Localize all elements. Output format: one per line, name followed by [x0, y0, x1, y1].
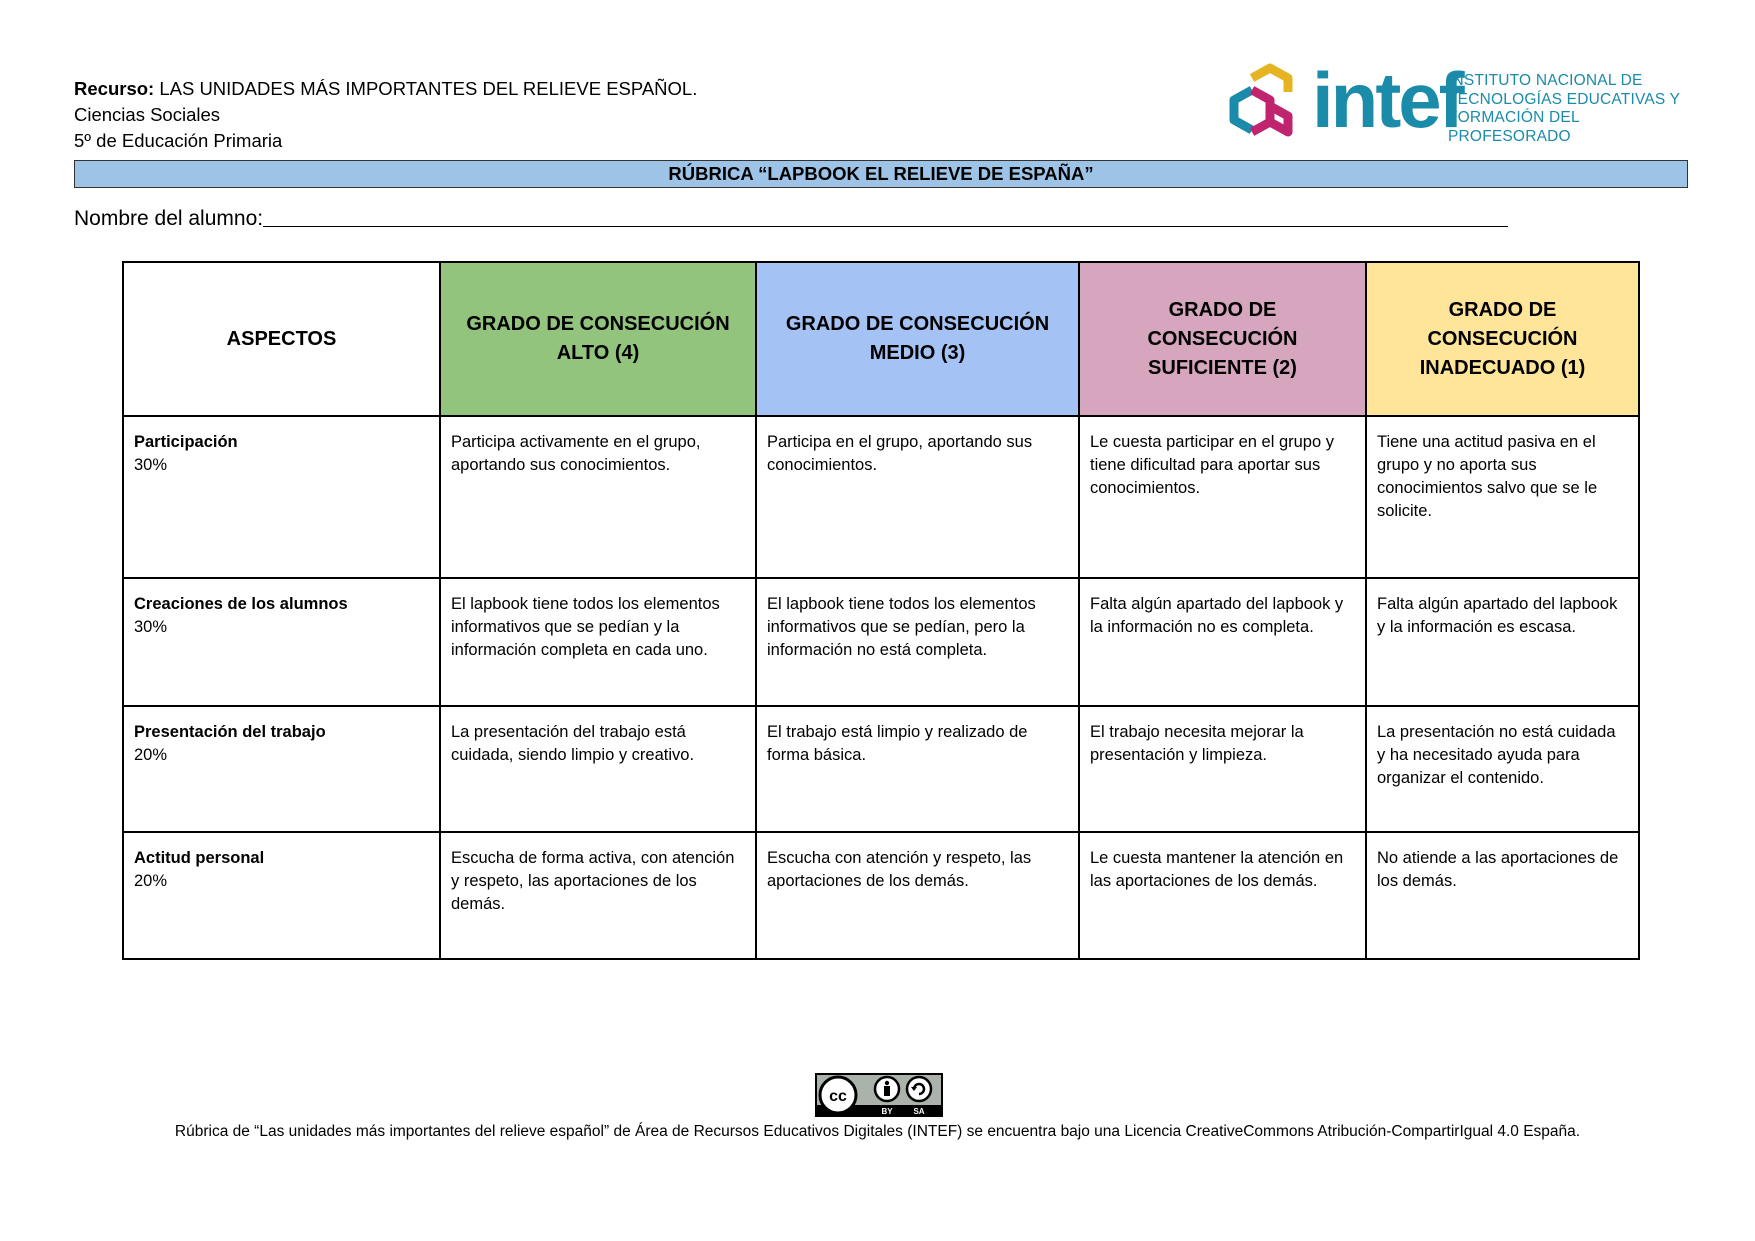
criterion-cell: Actitud personal 20%	[123, 832, 440, 959]
header-inadecuado: GRADO DE CONSECUCIÓN INADECUADO (1)	[1366, 262, 1639, 416]
descriptor-cell: No atiende a las aportaciones de los demás.	[1366, 832, 1639, 959]
descriptor-cell: Falta algún apartado del lapbook y la información es escasa.	[1366, 578, 1639, 706]
descriptor-cell: El trabajo está limpio y realizado de forma básica.	[756, 706, 1079, 832]
descriptor-cell: Escucha con atención y respeto, las aportaciones de los demás.	[756, 832, 1079, 959]
descriptor-cell: Escucha de forma activa, con atención y respeto, las aportaciones de los demás.	[440, 832, 756, 959]
svg-text:BY: BY	[881, 1107, 893, 1116]
table-row	[123, 416, 1639, 578]
criterion-cell: Creaciones de los alumnos 30%	[123, 578, 440, 706]
header-medio: GRADO DE CONSECUCIÓN MEDIO (3)	[756, 262, 1079, 416]
resource-line	[74, 76, 697, 102]
criterion-cell: Participación 30%	[123, 416, 440, 578]
creative-commons-badge	[815, 1073, 943, 1117]
student-name-field	[74, 204, 1508, 233]
license-footer: Rúbrica de “Las unidades más importantes del relieve español” de Área de Recursos Educativos Digitales (INTEF) se encuentra bajo una Licencia CreativeCommons Atribución-CompartirIgual 4.0 España.	[174, 1123, 1581, 1140]
svg-text:cc: cc	[829, 1088, 847, 1105]
intef-name-line-3: FORMACIÓN DEL PROFESORADO	[1448, 109, 1580, 145]
descriptor-cell: Le cuesta mantener la atención en las aportaciones de los demás.	[1079, 832, 1366, 959]
rubric-header-row	[123, 262, 1639, 416]
resource-label: Recurso:	[74, 78, 155, 99]
resource-header	[74, 76, 697, 154]
intef-name-line-1: INSTITUTO NACIONAL DE	[1448, 72, 1643, 89]
criterion-cell: Presentación del trabajo 20%	[123, 706, 440, 832]
resource-title: LAS UNIDADES MÁS IMPORTANTES DEL RELIEVE ESPAÑOL.	[159, 78, 698, 99]
student-name-blank	[263, 204, 1508, 227]
header-alto: GRADO DE CONSECUCIÓN ALTO (4)	[440, 262, 756, 416]
table-row	[123, 706, 1639, 832]
descriptor-cell: El trabajo necesita mejorar la presentación y limpieza.	[1079, 706, 1366, 832]
table-row	[123, 578, 1639, 706]
descriptor-cell: Participa en el grupo, aportando sus conocimientos.	[756, 416, 1079, 578]
rubric-title: RÚBRICA “LAPBOOK EL RELIEVE DE ESPAÑA”	[74, 160, 1688, 188]
intef-full-name	[1448, 72, 1692, 146]
student-name-label: Nombre del alumno:	[74, 207, 264, 230]
table-row	[123, 832, 1639, 959]
descriptor-cell: La presentación del trabajo está cuidada, siendo limpio y creativo.	[440, 706, 756, 832]
descriptor-cell: Falta algún apartado del lapbook y la información no es completa.	[1079, 578, 1366, 706]
intef-logo	[1222, 56, 1692, 146]
descriptor-cell: El lapbook tiene todos los elementos informativos que se pedían y la información completa en cada uno.	[440, 578, 756, 706]
descriptor-cell: Tiene una actitud pasiva en el grupo y no aporta sus conocimientos salvo que se le solicite.	[1366, 416, 1639, 578]
descriptor-cell: Le cuesta participar en el grupo y tiene dificultad para aportar sus conocimientos.	[1079, 416, 1366, 578]
intef-emblem-icon	[1222, 60, 1314, 146]
descriptor-cell: El lapbook tiene todos los elementos informativos que se pedían, pero la información no está completa.	[756, 578, 1079, 706]
header-suficiente: GRADO DE CONSECUCIÓN SUFICIENTE (2)	[1079, 262, 1366, 416]
descriptor-cell: La presentación no está cuidada y ha necesitado ayuda para organizar el contenido.	[1366, 706, 1639, 832]
header-aspectos: ASPECTOS	[123, 262, 440, 416]
intef-name-line-2: TECNOLOGÍAS EDUCATIVAS Y	[1448, 90, 1681, 108]
rubric-table	[122, 261, 1640, 960]
svg-text:SA: SA	[913, 1107, 925, 1116]
descriptor-cell: Participa activamente en el grupo, aportando sus conocimientos.	[440, 416, 756, 578]
sa-icon	[907, 1077, 931, 1101]
grade: 5º de Educación Primaria	[74, 130, 283, 151]
subject: Ciencias Sociales	[74, 104, 221, 125]
intef-wordmark: intef	[1312, 56, 1462, 144]
